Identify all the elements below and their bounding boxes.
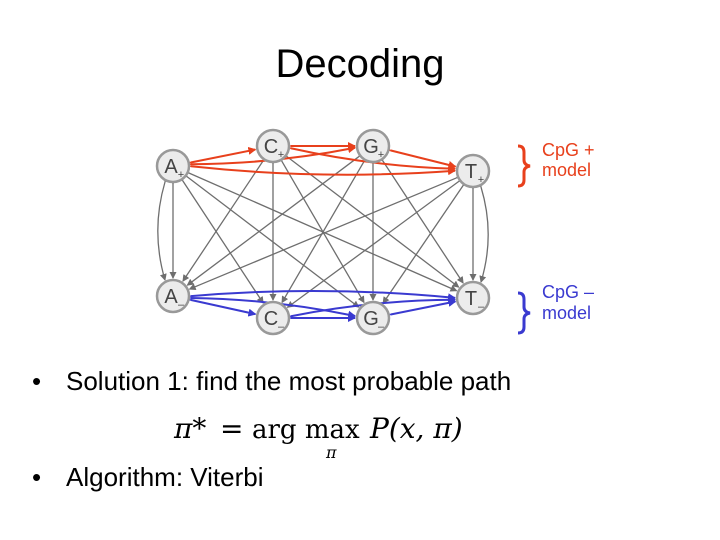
plus-model-label-line1: CpG + xyxy=(542,140,595,160)
formula-argmax: arg max xyxy=(252,415,360,445)
bullet-marker: • xyxy=(32,366,42,396)
node-letter: G xyxy=(363,136,379,158)
minus-model-label-line1: CpG – xyxy=(542,282,595,302)
formula-lhs: π* xyxy=(174,412,207,445)
bullet-algorithm xyxy=(32,462,264,493)
minus-model-label-line2: model xyxy=(542,303,592,323)
node-t-plus xyxy=(457,155,489,187)
viterbi-formula xyxy=(170,404,490,464)
node-sign: + xyxy=(377,149,385,161)
node-c-plus xyxy=(257,130,289,162)
bullet-algorithm-text: Algorithm: Viterbi xyxy=(66,462,264,492)
cross-transition-edges xyxy=(158,157,488,308)
bullet-marker: • xyxy=(32,462,42,492)
node-sign: + xyxy=(277,149,285,161)
edge-aminus-tminus xyxy=(191,291,455,298)
node-letter: A xyxy=(164,286,178,308)
edge-gplus-tplus xyxy=(390,150,455,166)
node-letter: A xyxy=(164,156,178,178)
node-sign: + xyxy=(177,169,185,181)
cpg-plus-transition-edges xyxy=(191,146,456,175)
edge-aplus-cplus xyxy=(191,150,256,163)
node-a-minus xyxy=(157,280,189,312)
node-sign: – xyxy=(377,321,385,333)
node-a-plus xyxy=(157,150,189,182)
plus-model-brace xyxy=(518,146,530,186)
node-letter: C xyxy=(263,308,279,330)
bullet-solution xyxy=(32,366,511,397)
node-letter: G xyxy=(363,308,379,330)
node-sign: – xyxy=(177,299,185,311)
plus-model-label-line2: model xyxy=(542,160,592,180)
slide-title: Decoding xyxy=(275,42,445,86)
node-g-plus xyxy=(357,130,389,162)
edge-gplus-tminus xyxy=(383,161,463,283)
node-c-minus xyxy=(257,302,289,334)
minus-model-brace xyxy=(518,293,530,333)
edge-aplus-cminus xyxy=(183,181,263,303)
node-sign: – xyxy=(277,321,285,333)
node-letter: T xyxy=(464,288,478,310)
node-letter: C xyxy=(263,136,279,158)
node-t-minus xyxy=(457,282,489,314)
node-sign: – xyxy=(477,301,485,313)
edge-tplus-tminus-outer xyxy=(481,187,488,282)
edge-aplus-aminus-outer xyxy=(158,182,165,280)
edge-gminus-tminus xyxy=(391,302,456,315)
cpg-minus-transition-edges xyxy=(191,291,456,318)
node-g-minus xyxy=(357,302,389,334)
bullet-solution-text: Solution 1: find the most probable path xyxy=(66,366,512,396)
node-letter: T xyxy=(464,161,478,183)
node-sign: + xyxy=(477,174,485,186)
cpg-hmm-diagram xyxy=(150,120,620,340)
formula-rhs: P(x, π) xyxy=(370,412,463,445)
edge-aminus-cminus xyxy=(191,300,256,314)
formula-sub: π xyxy=(326,443,337,462)
formula-eq: = xyxy=(220,412,244,445)
